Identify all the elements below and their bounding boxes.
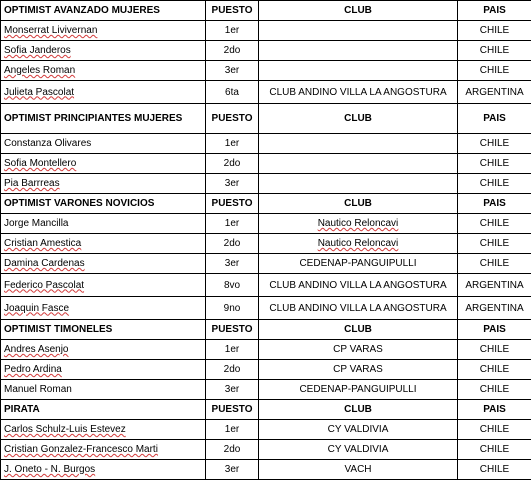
puesto-cell: 2do <box>206 360 259 380</box>
club-cell <box>259 41 458 61</box>
club-cell-text: Nautico Reloncavi <box>317 238 399 249</box>
competitor-name-text: Andres Asenjo <box>4 344 69 355</box>
puesto-cell: 3er <box>206 380 259 400</box>
table-row <box>1 41 531 61</box>
table-row <box>1 380 531 400</box>
puesto-cell: 1er <box>206 340 259 360</box>
competitor-name <box>1 460 206 480</box>
section-header-row <box>1 320 531 340</box>
puesto-cell: 6ta <box>206 81 259 104</box>
competitor-name-text: Julieta Pascolat <box>4 86 75 98</box>
table-row <box>1 214 531 234</box>
competitor-name-text: Pedro Ardina <box>4 364 62 375</box>
club-cell-text: Nautico Reloncavi <box>317 218 399 229</box>
pais-cell: CHILE <box>458 360 531 380</box>
competitor-name <box>1 340 206 360</box>
competitor-name <box>1 420 206 440</box>
club-cell <box>259 174 458 194</box>
club-cell: CEDENAP-PANGUIPULLI <box>259 380 458 400</box>
puesto-cell: 1er <box>206 214 259 234</box>
section-header-row <box>1 400 531 420</box>
table-row <box>1 81 531 104</box>
puesto-cell: 1er <box>206 21 259 41</box>
competitor-name-text: Sofia Montellero <box>4 158 77 169</box>
pais-cell: CHILE <box>458 380 531 400</box>
table-row <box>1 360 531 380</box>
pais-cell: CHILE <box>458 254 531 274</box>
section-title: PIRATA <box>1 400 206 420</box>
table-row <box>1 254 531 274</box>
column-header-club: CLUB <box>259 320 458 340</box>
puesto-cell: 3er <box>206 254 259 274</box>
club-cell <box>259 134 458 154</box>
puesto-cell: 9no <box>206 297 259 320</box>
table-row <box>1 340 531 360</box>
column-header-puesto: PUESTO <box>206 194 259 214</box>
club-cell: CLUB ANDINO VILLA LA ANGOSTURA <box>259 81 458 104</box>
club-cell: CLUB ANDINO VILLA LA ANGOSTURA <box>259 297 458 320</box>
pais-cell: CHILE <box>458 134 531 154</box>
column-header-club: CLUB <box>259 1 458 21</box>
competitor-name-text: Sofia Janderos <box>4 45 71 56</box>
club-cell <box>259 61 458 81</box>
competitor-name-text: Carlos Schulz-Luis Estevez <box>4 424 126 435</box>
column-header-club: CLUB <box>259 194 458 214</box>
competitor-name <box>1 154 206 174</box>
column-header-pais: PAIS <box>458 104 531 134</box>
competitor-name-text: J. Oneto - N. Burgos <box>4 464 96 475</box>
pais-cell: CHILE <box>458 41 531 61</box>
pais-cell: CHILE <box>458 61 531 81</box>
competitor-name-text: Angeles Roman <box>4 65 76 76</box>
competitor-name <box>1 81 206 104</box>
column-header-pais: PAIS <box>458 194 531 214</box>
table-row <box>1 174 531 194</box>
section-header-row <box>1 194 531 214</box>
section-header-row <box>1 104 531 134</box>
puesto-cell: 2do <box>206 234 259 254</box>
pais-cell: CHILE <box>458 340 531 360</box>
column-header-club: CLUB <box>259 104 458 134</box>
table-row <box>1 234 531 254</box>
column-header-puesto: PUESTO <box>206 320 259 340</box>
table-row <box>1 420 531 440</box>
section-title: OPTIMIST PRINCIPIANTES MUJERES <box>1 104 206 134</box>
competitor-name-text: Cristian Amestica <box>4 238 82 249</box>
club-cell <box>259 234 458 254</box>
competitor-name <box>1 234 206 254</box>
competitor-name-text: Constanza Olivares <box>4 138 92 149</box>
table-row <box>1 21 531 41</box>
competitor-name-text: Pia Barrreas <box>4 178 60 189</box>
pais-cell: ARGENTINA <box>458 274 531 297</box>
competitor-name <box>1 254 206 274</box>
competitor-name-text: Damina Cardenas <box>4 258 85 269</box>
pais-cell: ARGENTINA <box>458 81 531 104</box>
pais-cell: CHILE <box>458 460 531 480</box>
pais-cell: CHILE <box>458 214 531 234</box>
table-row <box>1 440 531 460</box>
puesto-cell: 3er <box>206 61 259 81</box>
competitor-name <box>1 380 206 400</box>
competitor-name-text: Federico Pascolat <box>4 279 85 291</box>
club-cell: CY VALDIVIA <box>259 420 458 440</box>
puesto-cell: 2do <box>206 440 259 460</box>
table-row <box>1 61 531 81</box>
pais-cell: CHILE <box>458 420 531 440</box>
table-row <box>1 297 531 320</box>
column-header-puesto: PUESTO <box>206 400 259 420</box>
competitor-name <box>1 360 206 380</box>
competitor-name <box>1 274 206 297</box>
club-cell <box>259 21 458 41</box>
pais-cell: CHILE <box>458 440 531 460</box>
club-cell <box>259 154 458 174</box>
club-cell: CEDENAP-PANGUIPULLI <box>259 254 458 274</box>
section-title: OPTIMIST AVANZADO MUJERES <box>1 1 206 21</box>
puesto-cell: 3er <box>206 174 259 194</box>
column-header-puesto: PUESTO <box>206 1 259 21</box>
competitor-name-text: Joaquin Fasce <box>4 302 70 314</box>
puesto-cell: 3er <box>206 460 259 480</box>
pais-cell: ARGENTINA <box>458 297 531 320</box>
pais-cell: CHILE <box>458 174 531 194</box>
competitor-name-text: Manuel Roman <box>4 384 72 395</box>
column-header-pais: PAIS <box>458 320 531 340</box>
puesto-cell: 8vo <box>206 274 259 297</box>
competitor-name <box>1 41 206 61</box>
competitor-name-text: Monserrat Livivernan <box>4 25 98 36</box>
competitor-name <box>1 440 206 460</box>
column-header-pais: PAIS <box>458 1 531 21</box>
competitor-name-text: Jorge Mancilla <box>4 218 69 229</box>
competitor-name <box>1 174 206 194</box>
table-row <box>1 274 531 297</box>
club-cell: CLUB ANDINO VILLA LA ANGOSTURA <box>259 274 458 297</box>
pais-cell: CHILE <box>458 234 531 254</box>
column-header-club: CLUB <box>259 400 458 420</box>
section-title: OPTIMIST TIMONELES <box>1 320 206 340</box>
table-row <box>1 154 531 174</box>
club-cell: CP VARAS <box>259 340 458 360</box>
competitor-name <box>1 214 206 234</box>
puesto-cell: 1er <box>206 420 259 440</box>
section-header-row <box>1 1 531 21</box>
section-title: OPTIMIST VARONES NOVICIOS <box>1 194 206 214</box>
table-row <box>1 134 531 154</box>
club-cell: CP VARAS <box>259 360 458 380</box>
competitor-name <box>1 21 206 41</box>
pais-cell: CHILE <box>458 154 531 174</box>
pais-cell: CHILE <box>458 21 531 41</box>
club-cell: VACH <box>259 460 458 480</box>
column-header-puesto: PUESTO <box>206 104 259 134</box>
competitor-name <box>1 297 206 320</box>
club-cell: CY VALDIVIA <box>259 440 458 460</box>
competitor-name <box>1 61 206 81</box>
competitor-name-text: Cristian Gonzalez-Francesco Marti <box>4 444 158 455</box>
competitor-name <box>1 134 206 154</box>
table-row <box>1 460 531 480</box>
puesto-cell: 1er <box>206 134 259 154</box>
column-header-pais: PAIS <box>458 400 531 420</box>
puesto-cell: 2do <box>206 154 259 174</box>
puesto-cell: 2do <box>206 41 259 61</box>
club-cell <box>259 214 458 234</box>
